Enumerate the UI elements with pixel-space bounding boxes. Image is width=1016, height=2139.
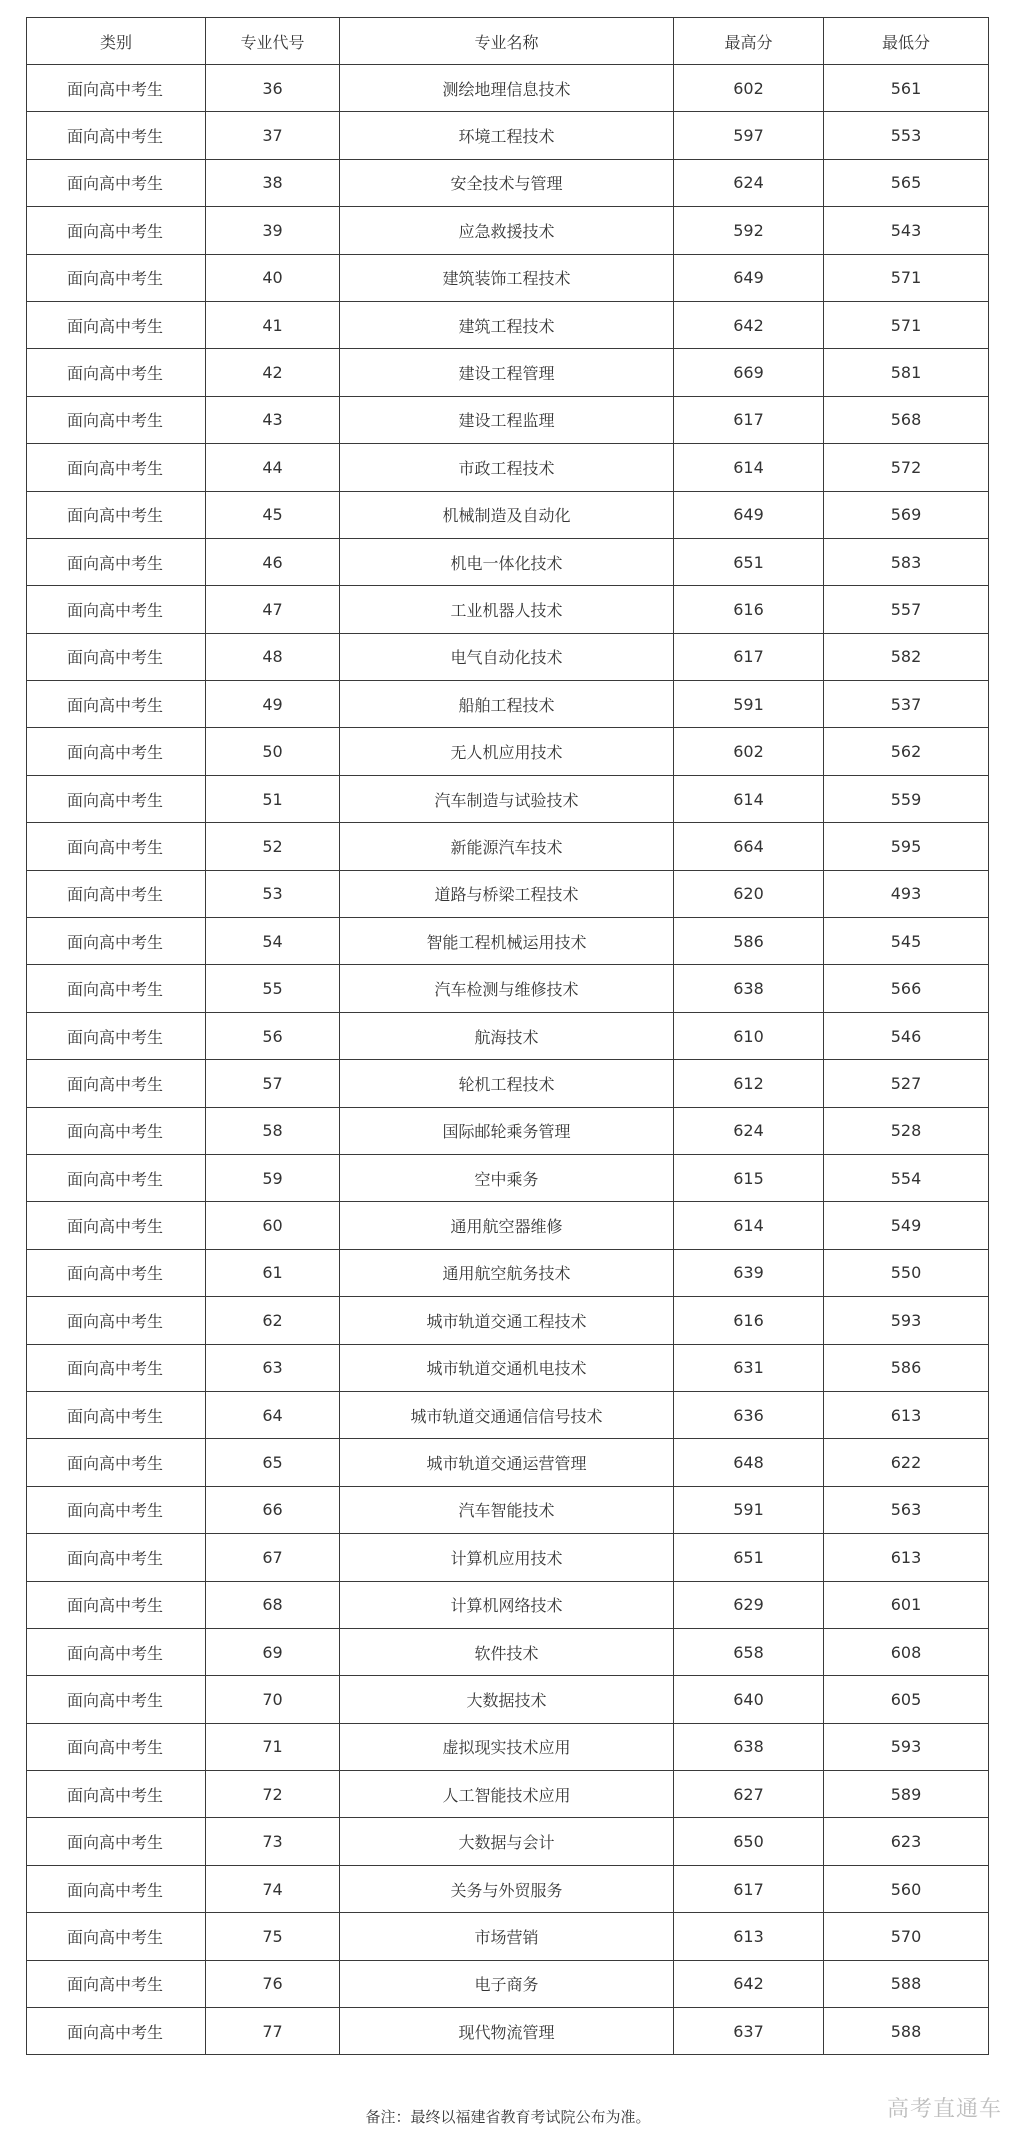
- major-name-cell: 环境工程技术: [340, 112, 674, 159]
- min-score-cell: 559: [824, 775, 989, 822]
- min-score-cell: 546: [824, 1012, 989, 1059]
- major-code-cell: 60: [206, 1202, 340, 1249]
- min-score-cell: 554: [824, 1154, 989, 1201]
- major-name-cell: 市场营销: [340, 1913, 674, 1960]
- table-header: [27, 18, 989, 65]
- table-row: [27, 1676, 989, 1723]
- category-cell: 面向高中考生: [27, 965, 206, 1012]
- min-score-cell: 493: [824, 870, 989, 917]
- table-row: [27, 1391, 989, 1438]
- max-score-cell: 637: [674, 2008, 824, 2055]
- max-score-cell: 586: [674, 918, 824, 965]
- category-cell: 面向高中考生: [27, 1534, 206, 1581]
- major-code-cell: 66: [206, 1486, 340, 1533]
- major-code-cell: 54: [206, 918, 340, 965]
- category-cell: 面向高中考生: [27, 918, 206, 965]
- category-cell: 面向高中考生: [27, 1439, 206, 1486]
- min-score-cell: 527: [824, 1060, 989, 1107]
- max-score-cell: 617: [674, 1865, 824, 1912]
- footnote: 备注：最终以福建省教育考试院公布为准。: [365, 2108, 651, 2126]
- min-score-cell: 543: [824, 207, 989, 254]
- table-row: [27, 254, 989, 301]
- table-row: [27, 159, 989, 206]
- category-cell: 面向高中考生: [27, 349, 206, 396]
- major-name-cell: 建筑装饰工程技术: [340, 254, 674, 301]
- max-score-cell: 631: [674, 1344, 824, 1391]
- category-cell: 面向高中考生: [27, 1913, 206, 1960]
- max-score-cell: 649: [674, 254, 824, 301]
- major-name-cell: 汽车检测与维修技术: [340, 965, 674, 1012]
- min-score-cell: 622: [824, 1439, 989, 1486]
- min-score-cell: 572: [824, 444, 989, 491]
- min-score-cell: 569: [824, 491, 989, 538]
- major-code-cell: 53: [206, 870, 340, 917]
- major-name-cell: 建筑工程技术: [340, 301, 674, 348]
- major-name-cell: 虚拟现实技术应用: [340, 1723, 674, 1770]
- category-cell: 面向高中考生: [27, 1344, 206, 1391]
- table-body: [27, 65, 989, 2055]
- category-cell: 面向高中考生: [27, 1771, 206, 1818]
- table-row: [27, 1249, 989, 1296]
- table-row: [27, 2008, 989, 2055]
- major-name-cell: 国际邮轮乘务管理: [340, 1107, 674, 1154]
- max-score-cell: 640: [674, 1676, 824, 1723]
- table-row: [27, 1012, 989, 1059]
- major-code-cell: 46: [206, 538, 340, 585]
- category-cell: 面向高中考生: [27, 633, 206, 680]
- major-code-cell: 72: [206, 1771, 340, 1818]
- min-score-cell: 553: [824, 112, 989, 159]
- min-score-cell: 562: [824, 728, 989, 775]
- category-cell: 面向高中考生: [27, 1012, 206, 1059]
- major-name-cell: 新能源汽车技术: [340, 823, 674, 870]
- table-row: [27, 538, 989, 585]
- min-score-cell: 561: [824, 65, 989, 112]
- max-score-cell: 602: [674, 65, 824, 112]
- table-row: [27, 1107, 989, 1154]
- table-row: [27, 1960, 989, 2007]
- table-row: [27, 396, 989, 443]
- category-cell: 面向高中考生: [27, 681, 206, 728]
- major-name-cell: 空中乘务: [340, 1154, 674, 1201]
- header-category: 类别: [27, 18, 206, 65]
- category-cell: 面向高中考生: [27, 1628, 206, 1675]
- min-score-cell: 568: [824, 396, 989, 443]
- max-score-cell: 615: [674, 1154, 824, 1201]
- category-cell: 面向高中考生: [27, 1297, 206, 1344]
- major-name-cell: 建设工程监理: [340, 396, 674, 443]
- max-score-cell: 642: [674, 301, 824, 348]
- category-cell: 面向高中考生: [27, 775, 206, 822]
- major-name-cell: 城市轨道交通通信信号技术: [340, 1391, 674, 1438]
- max-score-cell: 613: [674, 1913, 824, 1960]
- max-score-cell: 602: [674, 728, 824, 775]
- max-score-cell: 614: [674, 444, 824, 491]
- table-row: [27, 301, 989, 348]
- table-row: [27, 918, 989, 965]
- table-row: [27, 1913, 989, 1960]
- max-score-cell: 651: [674, 538, 824, 585]
- major-code-cell: 38: [206, 159, 340, 206]
- max-score-cell: 617: [674, 396, 824, 443]
- category-cell: 面向高中考生: [27, 2008, 206, 2055]
- category-cell: 面向高中考生: [27, 538, 206, 585]
- min-score-cell: 588: [824, 2008, 989, 2055]
- table-row: [27, 965, 989, 1012]
- max-score-cell: 649: [674, 491, 824, 538]
- major-name-cell: 电气自动化技术: [340, 633, 674, 680]
- major-code-cell: 43: [206, 396, 340, 443]
- max-score-cell: 616: [674, 586, 824, 633]
- max-score-cell: 620: [674, 870, 824, 917]
- min-score-cell: 528: [824, 1107, 989, 1154]
- min-score-cell: 586: [824, 1344, 989, 1391]
- table-row: [27, 586, 989, 633]
- table-row: [27, 1534, 989, 1581]
- max-score-cell: 617: [674, 633, 824, 680]
- min-score-cell: 583: [824, 538, 989, 585]
- major-code-cell: 59: [206, 1154, 340, 1201]
- min-score-cell: 588: [824, 1960, 989, 2007]
- category-cell: 面向高中考生: [27, 396, 206, 443]
- major-code-cell: 45: [206, 491, 340, 538]
- major-code-cell: 40: [206, 254, 340, 301]
- max-score-cell: 592: [674, 207, 824, 254]
- min-score-cell: 605: [824, 1676, 989, 1723]
- max-score-cell: 658: [674, 1628, 824, 1675]
- table-row: [27, 65, 989, 112]
- table-row: [27, 1486, 989, 1533]
- major-code-cell: 73: [206, 1818, 340, 1865]
- major-name-cell: 应急救援技术: [340, 207, 674, 254]
- table-row: [27, 681, 989, 728]
- table-row: [27, 775, 989, 822]
- table-row: [27, 1628, 989, 1675]
- max-score-cell: 639: [674, 1249, 824, 1296]
- admission-score-table: [26, 17, 989, 2055]
- max-score-cell: 636: [674, 1391, 824, 1438]
- category-cell: 面向高中考生: [27, 1486, 206, 1533]
- min-score-cell: 581: [824, 349, 989, 396]
- max-score-cell: 614: [674, 775, 824, 822]
- major-code-cell: 63: [206, 1344, 340, 1391]
- table-row: [27, 444, 989, 491]
- major-name-cell: 通用航空航务技术: [340, 1249, 674, 1296]
- max-score-cell: 638: [674, 1723, 824, 1770]
- table-row: [27, 349, 989, 396]
- major-name-cell: 航海技术: [340, 1012, 674, 1059]
- major-code-cell: 75: [206, 1913, 340, 1960]
- min-score-cell: 557: [824, 586, 989, 633]
- max-score-cell: 638: [674, 965, 824, 1012]
- table-row: [27, 1202, 989, 1249]
- category-cell: 面向高中考生: [27, 1249, 206, 1296]
- table-row: [27, 1439, 989, 1486]
- major-name-cell: 建设工程管理: [340, 349, 674, 396]
- max-score-cell: 616: [674, 1297, 824, 1344]
- category-cell: 面向高中考生: [27, 1676, 206, 1723]
- major-name-cell: 无人机应用技术: [340, 728, 674, 775]
- category-cell: 面向高中考生: [27, 1818, 206, 1865]
- major-name-cell: 通用航空器维修: [340, 1202, 674, 1249]
- table-row: [27, 1865, 989, 1912]
- major-code-cell: 76: [206, 1960, 340, 2007]
- major-name-cell: 市政工程技术: [340, 444, 674, 491]
- category-cell: 面向高中考生: [27, 823, 206, 870]
- max-score-cell: 591: [674, 1486, 824, 1533]
- category-cell: 面向高中考生: [27, 1723, 206, 1770]
- table-row: [27, 1723, 989, 1770]
- major-name-cell: 大数据与会计: [340, 1818, 674, 1865]
- category-cell: 面向高中考生: [27, 491, 206, 538]
- table-row: [27, 633, 989, 680]
- major-name-cell: 大数据技术: [340, 1676, 674, 1723]
- min-score-cell: 613: [824, 1534, 989, 1581]
- min-score-cell: 566: [824, 965, 989, 1012]
- major-name-cell: 软件技术: [340, 1628, 674, 1675]
- min-score-cell: 608: [824, 1628, 989, 1675]
- major-code-cell: 37: [206, 112, 340, 159]
- min-score-cell: 565: [824, 159, 989, 206]
- category-cell: 面向高中考生: [27, 159, 206, 206]
- header-row: [27, 18, 989, 65]
- major-name-cell: 机电一体化技术: [340, 538, 674, 585]
- major-code-cell: 52: [206, 823, 340, 870]
- table-row: [27, 1581, 989, 1628]
- major-name-cell: 汽车智能技术: [340, 1486, 674, 1533]
- major-code-cell: 47: [206, 586, 340, 633]
- major-code-cell: 58: [206, 1107, 340, 1154]
- major-code-cell: 39: [206, 207, 340, 254]
- header-min-score: 最低分: [824, 18, 989, 65]
- table-row: [27, 207, 989, 254]
- major-name-cell: 船舶工程技术: [340, 681, 674, 728]
- max-score-cell: 624: [674, 1107, 824, 1154]
- min-score-cell: 623: [824, 1818, 989, 1865]
- major-code-cell: 51: [206, 775, 340, 822]
- header-max-score: 最高分: [674, 18, 824, 65]
- major-name-cell: 人工智能技术应用: [340, 1771, 674, 1818]
- major-code-cell: 62: [206, 1297, 340, 1344]
- min-score-cell: 549: [824, 1202, 989, 1249]
- max-score-cell: 591: [674, 681, 824, 728]
- min-score-cell: 550: [824, 1249, 989, 1296]
- category-cell: 面向高中考生: [27, 207, 206, 254]
- major-code-cell: 57: [206, 1060, 340, 1107]
- min-score-cell: 571: [824, 301, 989, 348]
- table-row: [27, 1344, 989, 1391]
- table-row: [27, 728, 989, 775]
- major-name-cell: 城市轨道交通机电技术: [340, 1344, 674, 1391]
- max-score-cell: 650: [674, 1818, 824, 1865]
- major-code-cell: 36: [206, 65, 340, 112]
- min-score-cell: 537: [824, 681, 989, 728]
- max-score-cell: 624: [674, 159, 824, 206]
- header-major-name: 专业名称: [340, 18, 674, 65]
- max-score-cell: 614: [674, 1202, 824, 1249]
- major-code-cell: 42: [206, 349, 340, 396]
- min-score-cell: 593: [824, 1297, 989, 1344]
- category-cell: 面向高中考生: [27, 1202, 206, 1249]
- major-name-cell: 计算机网络技术: [340, 1581, 674, 1628]
- category-cell: 面向高中考生: [27, 65, 206, 112]
- min-score-cell: 545: [824, 918, 989, 965]
- max-score-cell: 610: [674, 1012, 824, 1059]
- category-cell: 面向高中考生: [27, 301, 206, 348]
- major-name-cell: 城市轨道交通工程技术: [340, 1297, 674, 1344]
- major-name-cell: 关务与外贸服务: [340, 1865, 674, 1912]
- category-cell: 面向高中考生: [27, 254, 206, 301]
- major-name-cell: 计算机应用技术: [340, 1534, 674, 1581]
- header-major-code: 专业代号: [206, 18, 340, 65]
- table-row: [27, 1154, 989, 1201]
- max-score-cell: 597: [674, 112, 824, 159]
- category-cell: 面向高中考生: [27, 444, 206, 491]
- min-score-cell: 589: [824, 1771, 989, 1818]
- major-code-cell: 71: [206, 1723, 340, 1770]
- major-name-cell: 工业机器人技术: [340, 586, 674, 633]
- table-row: [27, 870, 989, 917]
- major-code-cell: 67: [206, 1534, 340, 1581]
- major-code-cell: 74: [206, 1865, 340, 1912]
- major-code-cell: 48: [206, 633, 340, 680]
- max-score-cell: 664: [674, 823, 824, 870]
- major-code-cell: 49: [206, 681, 340, 728]
- watermark-text: 高考直通车: [886, 2097, 1002, 2122]
- major-code-cell: 55: [206, 965, 340, 1012]
- major-name-cell: 安全技术与管理: [340, 159, 674, 206]
- category-cell: 面向高中考生: [27, 1865, 206, 1912]
- max-score-cell: 612: [674, 1060, 824, 1107]
- major-name-cell: 测绘地理信息技术: [340, 65, 674, 112]
- major-name-cell: 智能工程机械运用技术: [340, 918, 674, 965]
- category-cell: 面向高中考生: [27, 870, 206, 917]
- table-row: [27, 1818, 989, 1865]
- table-row: [27, 1297, 989, 1344]
- table-row: [27, 1771, 989, 1818]
- major-name-cell: 轮机工程技术: [340, 1060, 674, 1107]
- major-name-cell: 现代物流管理: [340, 2008, 674, 2055]
- min-score-cell: 560: [824, 1865, 989, 1912]
- category-cell: 面向高中考生: [27, 586, 206, 633]
- min-score-cell: 582: [824, 633, 989, 680]
- category-cell: 面向高中考生: [27, 728, 206, 775]
- major-name-cell: 汽车制造与试验技术: [340, 775, 674, 822]
- max-score-cell: 629: [674, 1581, 824, 1628]
- category-cell: 面向高中考生: [27, 112, 206, 159]
- major-code-cell: 65: [206, 1439, 340, 1486]
- major-code-cell: 41: [206, 301, 340, 348]
- category-cell: 面向高中考生: [27, 1154, 206, 1201]
- max-score-cell: 651: [674, 1534, 824, 1581]
- max-score-cell: 669: [674, 349, 824, 396]
- min-score-cell: 601: [824, 1581, 989, 1628]
- max-score-cell: 627: [674, 1771, 824, 1818]
- major-name-cell: 城市轨道交通运营管理: [340, 1439, 674, 1486]
- major-code-cell: 77: [206, 2008, 340, 2055]
- major-code-cell: 44: [206, 444, 340, 491]
- major-name-cell: 道路与桥梁工程技术: [340, 870, 674, 917]
- category-cell: 面向高中考生: [27, 1581, 206, 1628]
- min-score-cell: 571: [824, 254, 989, 301]
- table-row: [27, 823, 989, 870]
- category-cell: 面向高中考生: [27, 1107, 206, 1154]
- major-code-cell: 70: [206, 1676, 340, 1723]
- min-score-cell: 595: [824, 823, 989, 870]
- table-row: [27, 1060, 989, 1107]
- major-code-cell: 56: [206, 1012, 340, 1059]
- category-cell: 面向高中考生: [27, 1391, 206, 1438]
- major-name-cell: 机械制造及自动化: [340, 491, 674, 538]
- major-code-cell: 50: [206, 728, 340, 775]
- category-cell: 面向高中考生: [27, 1960, 206, 2007]
- min-score-cell: 613: [824, 1391, 989, 1438]
- min-score-cell: 563: [824, 1486, 989, 1533]
- table-row: [27, 491, 989, 538]
- category-cell: 面向高中考生: [27, 1060, 206, 1107]
- major-code-cell: 64: [206, 1391, 340, 1438]
- min-score-cell: 570: [824, 1913, 989, 1960]
- max-score-cell: 648: [674, 1439, 824, 1486]
- major-code-cell: 69: [206, 1628, 340, 1675]
- major-code-cell: 68: [206, 1581, 340, 1628]
- max-score-cell: 642: [674, 1960, 824, 2007]
- min-score-cell: 593: [824, 1723, 989, 1770]
- major-name-cell: 电子商务: [340, 1960, 674, 2007]
- table-row: [27, 112, 989, 159]
- major-code-cell: 61: [206, 1249, 340, 1296]
